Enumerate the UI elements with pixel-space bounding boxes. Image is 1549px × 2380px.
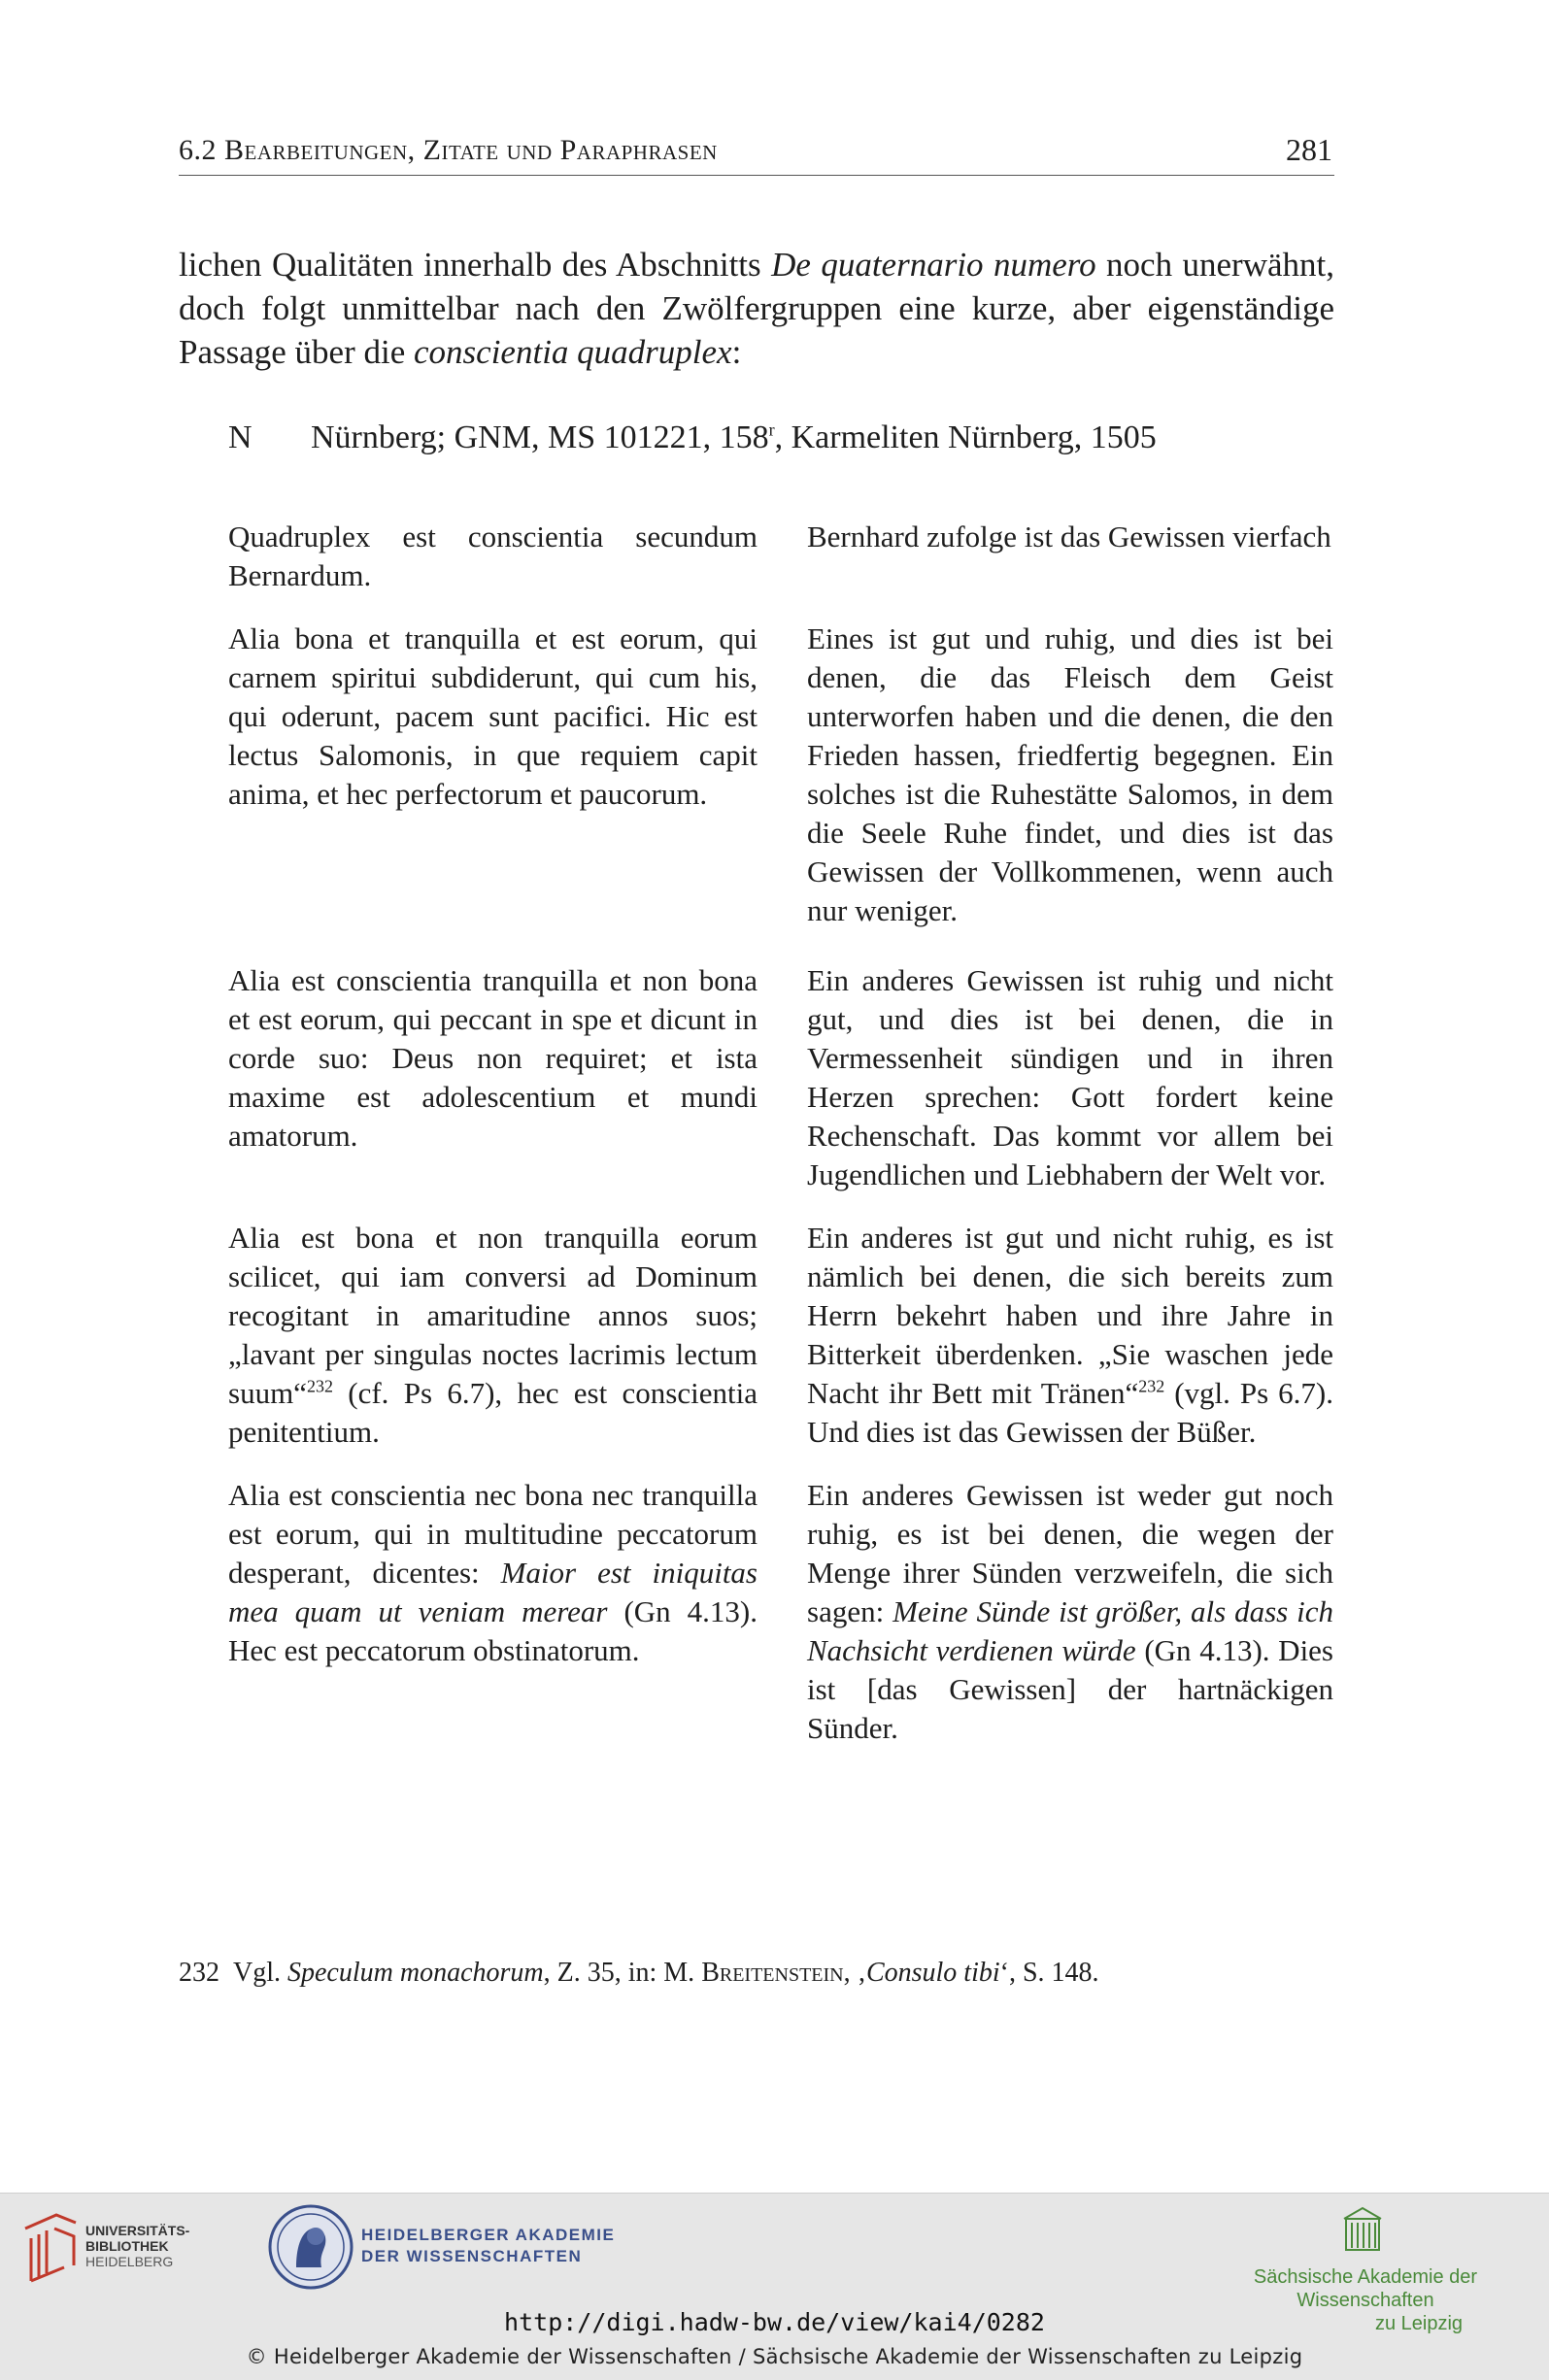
german-paragraph: Bernhard zufolge ist das Gewissen vierfach — [807, 520, 1331, 553]
ub-line: UNIVERSITÄTS- — [85, 2223, 190, 2238]
heidelberg-academy-name — [361, 2225, 615, 2267]
german-text: Ein anderes Gewissen ist weder gut noch ruhig, es ist bei denen, die wegen der Menge ihrer Sünden verzweifeln, die sich sagen: — [807, 1478, 1333, 1628]
copyright-notice: © Heidelberger Akademie der Wissenschaften / Sächsische Akademie der Wissenschaften zu Leipzig — [246, 2345, 1303, 2368]
intro-text: : — [731, 333, 742, 371]
hdw-line: DER WISSENSCHAFTEN — [361, 2247, 583, 2265]
manuscript-reference — [228, 419, 1157, 456]
latin-text: (cf. Ps 6.7), hec est conscientia penitentium. — [228, 1376, 758, 1449]
footnote-text: Vgl. — [233, 1958, 287, 1988]
manuscript-siglum: N — [228, 419, 253, 455]
german-text: (Gn 4.13). Dies ist [das Gewissen] der hartnäckigen Sünder. — [807, 1633, 1334, 1745]
hdw-line: HEIDELBERGER AKADEMIE — [361, 2226, 616, 2244]
footnote-text: , Z. 35, in: M. — [543, 1958, 702, 1988]
latin-paragraph: Quadruplex est conscientia secundum Bernardum. — [228, 520, 758, 592]
saw-line: Sächsische Akademie der Wissenschaften — [1253, 2266, 1478, 2311]
ub-line: BIBLIOTHEK — [85, 2238, 169, 2254]
manuscript-shelfmark: Nürnberg; GNM, MS 101221, 158 — [311, 419, 769, 455]
intro-italic-term: conscientia quadruplex — [414, 333, 732, 371]
intro-text: noch unerwähnt, doch folgt unmittelbar nach den Zwölfergruppen eine kurze, aber eigenständige Passage über die — [179, 246, 1334, 371]
german-paragraph — [807, 1219, 1333, 1452]
latin-paragraph: Alia bona et tranquilla et est eorum, qui carnem spiritui subdiderunt, qui cum his, qui oderunt, pacem sunt pacifici. Hic est lectus Salomonis, in que requiem capit anima, et hec perfectorum et paucorum. — [228, 621, 758, 811]
footnote-text: ‘, S. 148. — [999, 1958, 1099, 1988]
german-paragraph — [807, 1476, 1333, 1748]
intro-italic-title: De quaternario numero — [771, 246, 1096, 284]
german-paragraph: Eines ist gut und ruhig, und dies ist bei denen, die das Fleisch dem Geist unterworfen haben und die denen, die den Frieden hassen, friedfertig begegnen. Ein solches ist die Ruhestätte Salomos, in dem die Seele Ruhe findet, und dies ist das Gewissen der Vollkommenen, wenn auch nur weniger. — [807, 621, 1333, 927]
intro-paragraph — [179, 243, 1334, 374]
saw-line: zu Leipzig — [1374, 2313, 1464, 2334]
footnote-work-title: Speculum monachorum — [287, 1958, 544, 1988]
footnote — [179, 1958, 1099, 1989]
latin-text: Alia est bona et non tranquilla eorum scilicet, qui iam conversi ad Dominum recogitant in amaritudine annos suos; „lavant per singulas noctes lacrimis lectum suum“ — [228, 1221, 758, 1410]
academy-medallion-icon — [267, 2203, 354, 2291]
latin-text: Alia est conscientia nec bona nec tranquilla est eorum, qui in multitudine peccatorum desperant, dicentes: — [228, 1478, 758, 1590]
german-text: (vgl. Ps 6.7). Und dies ist das Gewissen der Büßer. — [807, 1376, 1333, 1449]
german-quotation: Meine Sünde ist größer, als dass ich Nachsicht verdienen würde — [807, 1594, 1333, 1667]
intro-text: lichen Qualitäten innerhalb des Abschnitts — [179, 246, 772, 284]
latin-paragraph — [228, 1476, 758, 1670]
university-library-name — [85, 2223, 189, 2269]
saxon-academy-building-icon — [1342, 2205, 1383, 2254]
footnote-cited-title: Consulo tibi — [865, 1958, 1000, 1988]
manuscript-provenance: , Karmeliten Nürnberg, 1505 — [774, 419, 1157, 455]
latin-paragraph: Alia est conscientia tranquilla et non bona et est eorum, qui peccant in spe et dicunt in corde suo: Deus non requiret; et ista maxime est adolescentium et mundi amatorum. — [228, 963, 758, 1153]
ub-line: HEIDELBERG — [85, 2254, 174, 2269]
manuscript-folio-side: r — [768, 419, 775, 440]
digitization-banner — [0, 2193, 1549, 2380]
german-paragraph: Ein anderes Gewissen ist ruhig und nicht gut, und dies ist bei denen, die in Vermessenheit sündigen und in ihren Herzen sprechen: Gott fordert keine Rechenschaft. Das kommt vor allem bei Jugendlichen und Liebhabern der Welt vor. — [807, 963, 1333, 1191]
footnote-marker: 232 — [306, 1376, 333, 1396]
section-title: 6.2 Bearbeitungen, Zitate und Paraphrasen — [179, 134, 718, 166]
german-text: Ein anderes ist gut und nicht ruhig, es ist nämlich bei denen, die sich bereits zum Herrn bekehrt haben und ihre Jahre in Bitterkeit überdenken. „Sie waschen jede Nacht ihr Bett mit Tränen“ — [807, 1221, 1333, 1410]
page-number: 281 — [1286, 132, 1332, 167]
latin-quotation: Maior est iniquitas mea quam ut veniam merear — [228, 1556, 758, 1628]
footnote-author: Breitenstein — [701, 1958, 844, 1988]
latin-text: (Gn 4.13). Hec est peccatorum obstinatorum. — [228, 1594, 758, 1667]
running-header — [179, 126, 1334, 176]
footnote-text: , ‚ — [843, 1958, 866, 1988]
permalink-url[interactable]: http://digi.hadw-bw.de/view/kai4/0282 — [504, 2308, 1045, 2336]
latin-paragraph — [228, 1219, 758, 1452]
footnote-number: 232 — [179, 1958, 219, 1988]
footnote-marker: 232 — [1138, 1376, 1165, 1396]
